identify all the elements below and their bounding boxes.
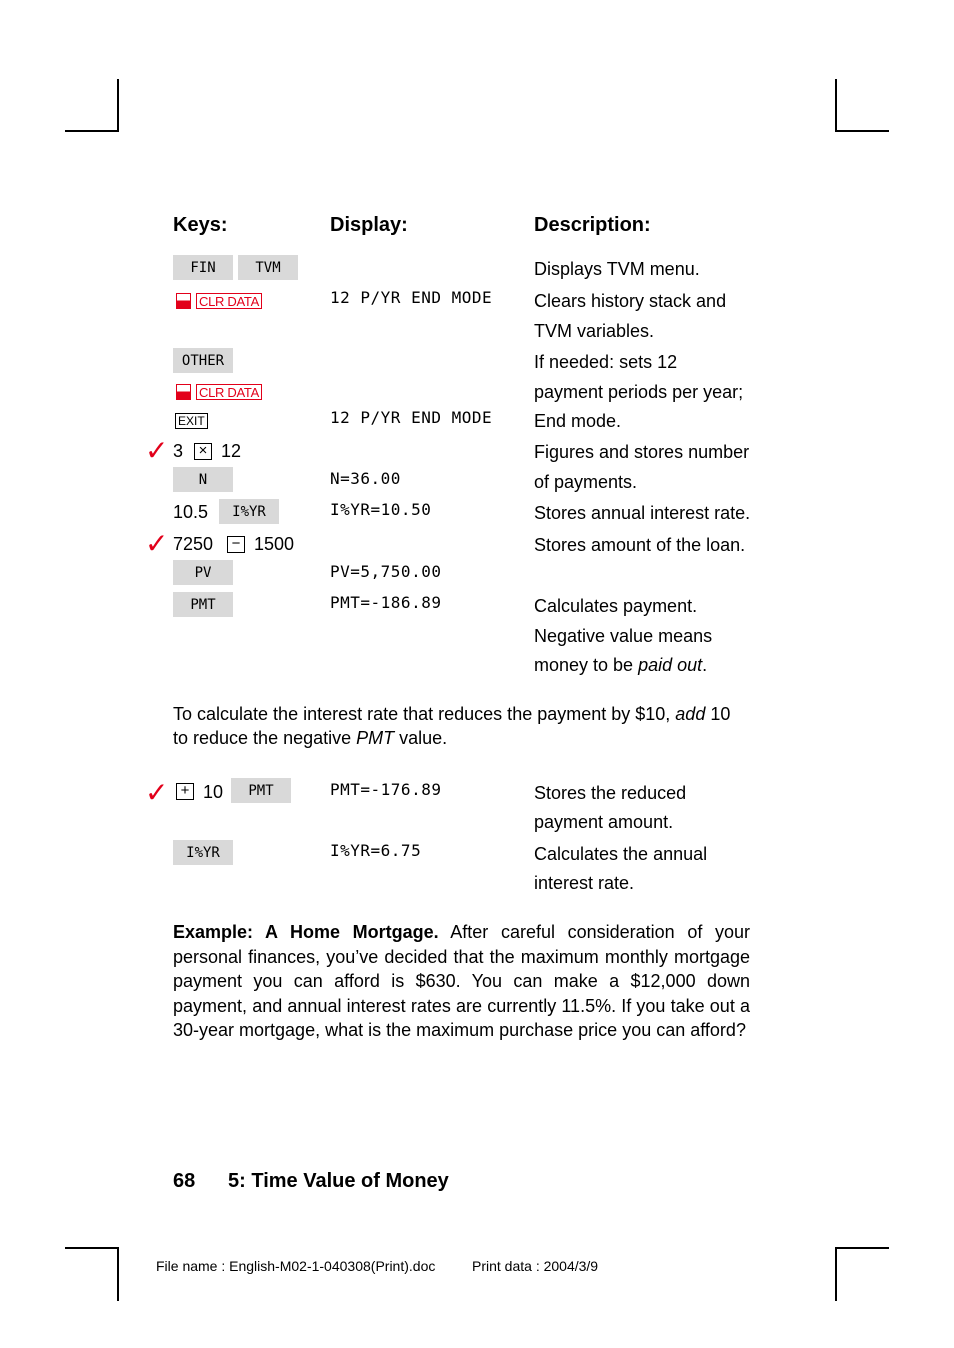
crop-mark-bottom-right-v	[835, 1247, 837, 1301]
mid-text-pmt: PMT	[356, 728, 395, 748]
desc-if-needed: If needed: sets 12	[534, 352, 678, 372]
desc-tvm-variables: TVM variables.	[534, 321, 655, 341]
clr-data-key[interactable]: CLR DATA	[196, 293, 262, 309]
print-date: Print data : 2004/3/9	[472, 1258, 599, 1274]
example-paragraph	[173, 920, 750, 1043]
display-pmt-2: PMT=-176.89	[330, 780, 442, 799]
desc-paid-out	[534, 654, 707, 676]
desc-payment-amount: payment amount.	[534, 812, 674, 832]
n-softkey[interactable]: N	[173, 467, 233, 492]
desc-of-payments: of payments.	[534, 472, 638, 492]
chapter-title: 5: Time Value of Money	[228, 1170, 449, 1192]
key-12: 12	[221, 441, 242, 461]
desc-paid-out-em: paid out	[638, 655, 703, 675]
key-10-5: 10.5	[173, 502, 209, 522]
desc-displays-tvm: Displays TVM menu.	[534, 259, 700, 279]
plus-key[interactable]: +	[176, 783, 194, 800]
keys-header: Keys:	[173, 214, 228, 236]
desc-calculates-payment: Calculates payment.	[534, 596, 698, 616]
mid-text-add: add	[675, 704, 706, 724]
iyr-softkey[interactable]: I%YR	[219, 499, 279, 524]
display-header: Display:	[330, 214, 408, 236]
desc-annual-rate: Stores annual interest rate.	[534, 503, 751, 523]
checkmark-icon-3: ✓	[145, 777, 169, 808]
display-mode-1: 12 P/YR END MODE	[330, 288, 493, 307]
shift-key-icon-2[interactable]	[176, 384, 191, 400]
desc-negative-value: Negative value means	[534, 626, 713, 646]
key-1500: 1500	[254, 534, 295, 554]
desc-paid-out-post: .	[702, 655, 708, 675]
checkmark-icon-2: ✓	[145, 528, 169, 559]
desc-end-mode: End mode.	[534, 411, 622, 431]
desc-paid-out-pre: money to be	[534, 655, 639, 675]
exit-key[interactable]: EXIT	[175, 413, 208, 429]
key-7250: 7250	[173, 534, 214, 554]
desc-stores-reduced: Stores the reduced	[534, 783, 687, 803]
description-header: Description:	[534, 214, 651, 236]
desc-payment-periods: payment periods per year;	[534, 382, 744, 402]
crop-mark-bottom-left-h	[65, 1247, 118, 1249]
desc-amount-loan: Stores amount of the loan.	[534, 535, 746, 555]
desc-interest-rate: interest rate.	[534, 873, 635, 893]
crop-mark-bottom-left-v	[117, 1247, 119, 1301]
mid-text-2: 10 to reduce the negative	[173, 704, 731, 748]
example-label: Example: A Home Mortgage.	[173, 922, 439, 942]
multiply-key[interactable]: ×	[194, 443, 212, 460]
pmt-softkey-2[interactable]: PMT	[231, 778, 291, 803]
page-number: 68	[173, 1170, 196, 1192]
desc-calculates-annual: Calculates the annual	[534, 844, 708, 864]
display-pmt: PMT=-186.89	[330, 593, 442, 612]
desc-figures-stores: Figures and stores number	[534, 442, 750, 462]
iyr-softkey-2[interactable]: I%YR	[173, 840, 233, 865]
crop-mark-top-left-v	[117, 79, 119, 132]
pv-softkey[interactable]: PV	[173, 560, 233, 585]
mid-paragraph	[173, 702, 750, 750]
clr-data-key-2[interactable]: CLR DATA	[196, 384, 262, 400]
display-n: N=36.00	[330, 469, 401, 488]
other-softkey[interactable]: OTHER	[173, 348, 233, 373]
minus-key[interactable]: −	[227, 536, 245, 553]
display-pv: PV=5,750.00	[330, 562, 442, 581]
shift-key-icon[interactable]	[176, 293, 191, 309]
display-iyr-2: I%YR=6.75	[330, 841, 422, 860]
crop-mark-top-left-h	[65, 130, 118, 132]
key-10: 10	[203, 782, 224, 802]
crop-mark-bottom-right-h	[835, 1247, 889, 1249]
display-iyr: I%YR=10.50	[330, 500, 432, 519]
file-name: File name : English-M02-1-040308(Print).doc	[156, 1258, 436, 1274]
display-mode-2: 12 P/YR END MODE	[330, 408, 493, 427]
crop-mark-top-right-h	[835, 130, 889, 132]
mid-text-1: To calculate the interest rate that reduces the payment by $10,	[173, 704, 676, 724]
pmt-softkey[interactable]: PMT	[173, 592, 233, 617]
desc-clears-history: Clears history stack and	[534, 291, 727, 311]
crop-mark-top-right-v	[835, 79, 837, 132]
tvm-softkey[interactable]: TVM	[238, 255, 298, 280]
checkmark-icon: ✓	[145, 435, 169, 466]
fin-softkey[interactable]: FIN	[173, 255, 233, 280]
key-3: 3	[173, 441, 184, 461]
example-text: After careful consideration of your personal finances, you’ve decided that the maximum monthly mortgage payment you can afford is $630. You can make a $12,000 down payment, and annual interest rates are currently 11.5%. If you take out a 30-year mortgage, what is the maximum purchase price you can afford?	[173, 922, 750, 1040]
mid-text-3: value.	[394, 728, 448, 748]
